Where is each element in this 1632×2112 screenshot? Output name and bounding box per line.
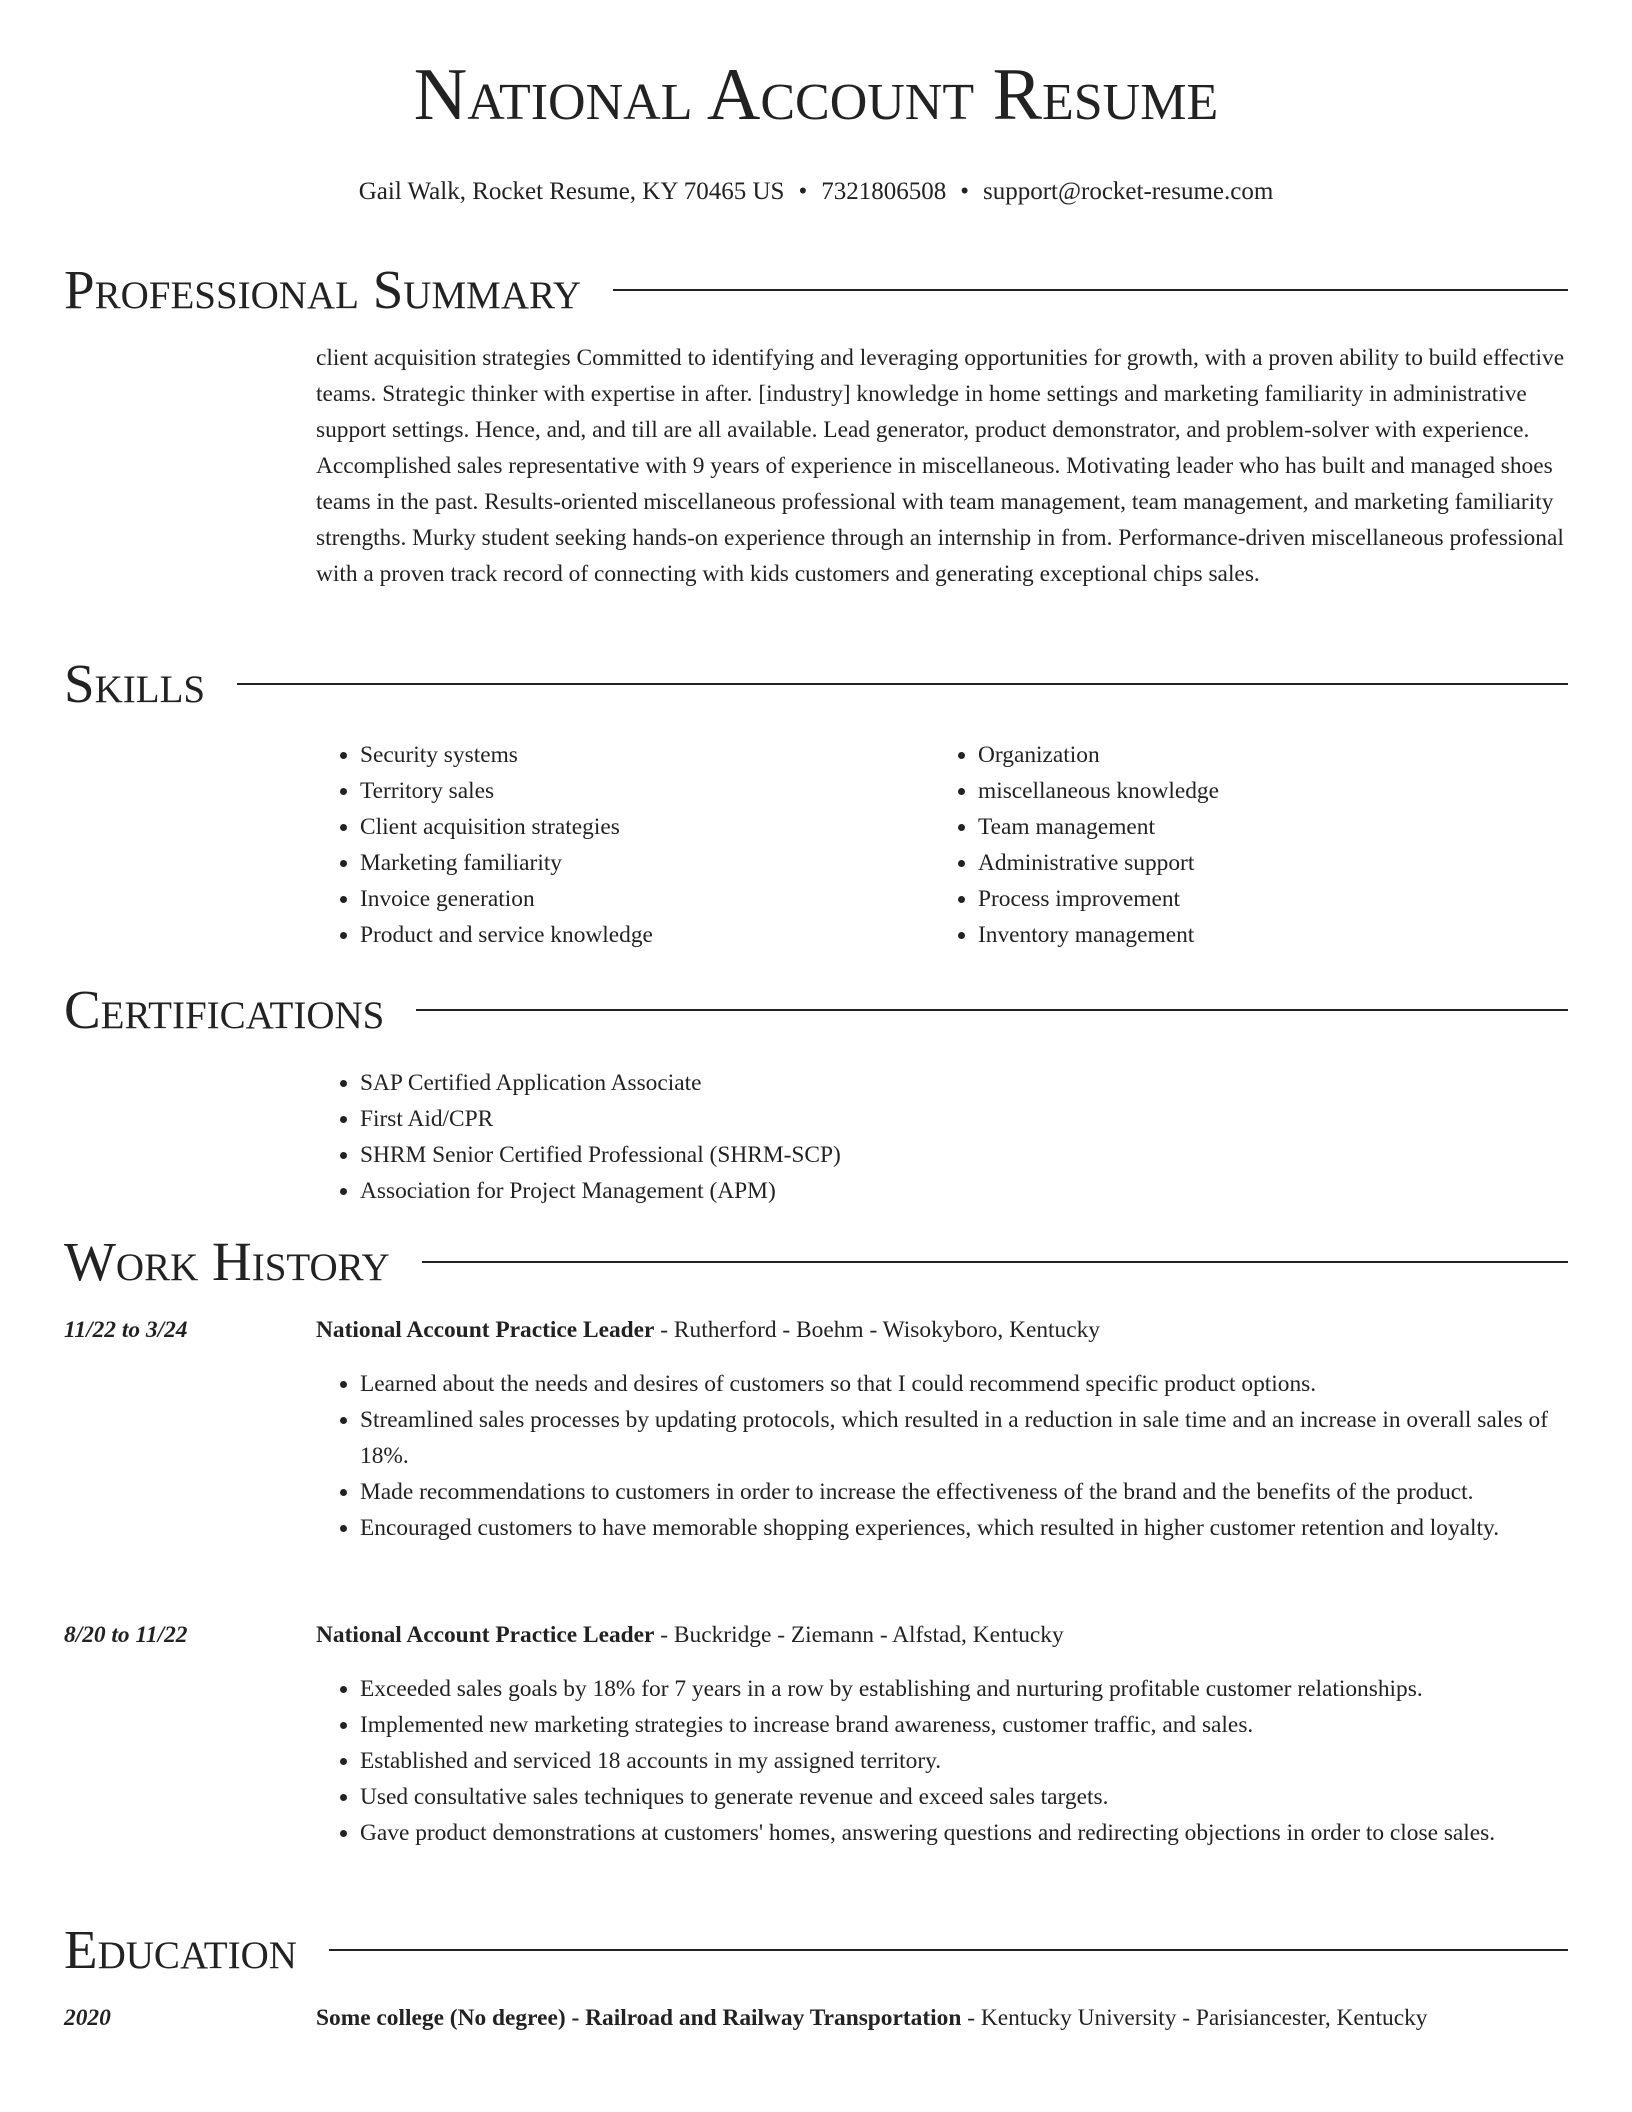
skill-item: • Team management xyxy=(978,809,1534,845)
skill-item: • Invoice generation xyxy=(360,881,916,917)
education-degree: Some college (No degree) - Railroad and Railway Transportation xyxy=(316,2005,962,2031)
certification-item: • SHRM Senior Certified Professional (SHRM-SCP) xyxy=(360,1137,1572,1173)
education-entry xyxy=(316,2000,1572,2036)
job-header xyxy=(316,1312,1572,1348)
job-bullet: • Streamlined sales processes by updating protocols, which resulted in a reduction in sale time and an increase in overall sales of 18%. xyxy=(360,1402,1572,1474)
contact-separator: • xyxy=(960,178,969,205)
section-heading-summary xyxy=(64,259,1568,320)
education-school: - Kentucky University - Parisiancester, Kentucky xyxy=(961,2005,1428,2031)
job-bullet: • Exceeded sales goals by 18% for 7 years in a row by establishing and nurturing profitable customer relationships. xyxy=(360,1671,1572,1707)
skill-item: • Marketing familiarity xyxy=(360,845,916,881)
certification-item: • SAP Certified Application Associate xyxy=(360,1065,1572,1101)
skill-item: • Inventory management xyxy=(978,917,1534,953)
skill-item: • Security systems xyxy=(360,737,916,773)
section-divider xyxy=(416,1009,1568,1011)
skill-item: • Organization xyxy=(978,737,1534,773)
job-bullet: • Encouraged customers to have memorable shopping experiences, which resulted in higher customer retention and loyalty. xyxy=(360,1510,1572,1546)
section-heading-certifications xyxy=(64,979,1568,1040)
job-bullet: • Established and serviced 18 accounts in my assigned territory. xyxy=(360,1743,1572,1779)
contact-separator: • xyxy=(798,178,808,205)
section-heading-text: Work History xyxy=(64,1231,390,1292)
education-year: 2020 xyxy=(64,2005,111,2031)
skills-column-left xyxy=(316,737,916,953)
section-heading-text: Professional Summary xyxy=(64,259,582,320)
contact-email: support@rocket-resume.com xyxy=(982,178,1274,205)
section-heading-text: Certifications xyxy=(64,979,385,1040)
section-heading-work-history xyxy=(64,1231,1568,1292)
job-company: - Rutherford - Boehm - Wisokyboro, Kentucky xyxy=(654,1317,1101,1343)
job-dates: 11/22 to 3/24 xyxy=(64,1317,188,1343)
job-dates: 8/20 to 11/22 xyxy=(64,1622,188,1648)
job-title: National Account Practice Leader xyxy=(316,1622,655,1648)
skill-item: • Product and service knowledge xyxy=(360,917,916,953)
certifications-list xyxy=(316,1065,1572,1209)
certification-item: • Association for Project Management (APM) xyxy=(360,1173,1572,1209)
section-heading-skills xyxy=(64,653,1568,714)
job-title: National Account Practice Leader xyxy=(316,1317,655,1343)
skill-item: • Territory sales xyxy=(360,773,916,809)
job-bullets xyxy=(316,1671,1572,1851)
skill-item: • Client acquisition strategies xyxy=(360,809,916,845)
certification-item: • First Aid/CPR xyxy=(360,1101,1572,1137)
summary-paragraph: client acquisition strategies Committed to identifying and leveraging opportunities for growth, with a proven ability to build effective teams. Strategic thinker with expertise in after. [industry] knowledge in home settings and marketing familiarity in administrative support settings. Hence, and, and till are all available. Lead generator, product demonstrator, and problem-solver with experience. Accomplished sales representative with 9 years of experience in miscellaneous. Motivating leader who has built and managed shoes teams in the past. Results-oriented miscellaneous professional with team management, team management, and marketing familiarity strengths. Murky student seeking hands-on experience through an internship in from. Performance-driven miscellaneous professional with a proven track record of connecting with kids customers and generating exceptional chips sales. xyxy=(316,345,1565,587)
skill-item: • miscellaneous knowledge xyxy=(978,773,1534,809)
section-divider xyxy=(329,1949,1568,1951)
contact-line xyxy=(0,176,1632,208)
job-bullet: • Learned about the needs and desires of customers so that I could recommend specific product options. xyxy=(360,1366,1572,1402)
job-bullet: • Used consultative sales techniques to generate revenue and exceed sales targets. xyxy=(360,1779,1572,1815)
skills-column-right xyxy=(934,737,1534,953)
section-heading-text: Skills xyxy=(64,653,206,714)
skill-item: • Process improvement xyxy=(978,881,1534,917)
job-header xyxy=(316,1617,1572,1653)
job-company: - Buckridge - Ziemann - Alfstad, Kentucky xyxy=(654,1622,1064,1648)
section-heading-education xyxy=(64,1919,1568,1980)
section-divider xyxy=(613,289,1568,291)
job-bullets xyxy=(316,1366,1572,1546)
job-bullet: • Implemented new marketing strategies to increase brand awareness, customer traffic, and sales. xyxy=(360,1707,1572,1743)
contact-phone: 7321806508 xyxy=(821,178,947,205)
resume-title: National Account Resume xyxy=(413,54,1219,136)
job-bullet: • Gave product demonstrations at customers' homes, answering questions and redirecting objections in order to close sales. xyxy=(360,1815,1572,1851)
section-heading-text: Education xyxy=(64,1919,297,1980)
job-bullet: • Made recommendations to customers in order to increase the effectiveness of the brand and the benefits of the product. xyxy=(360,1474,1572,1510)
skill-item: • Administrative support xyxy=(978,845,1534,881)
section-divider xyxy=(422,1261,1568,1263)
section-divider xyxy=(237,683,1568,685)
contact-address: Gail Walk, Rocket Resume, KY 70465 US xyxy=(358,178,785,205)
